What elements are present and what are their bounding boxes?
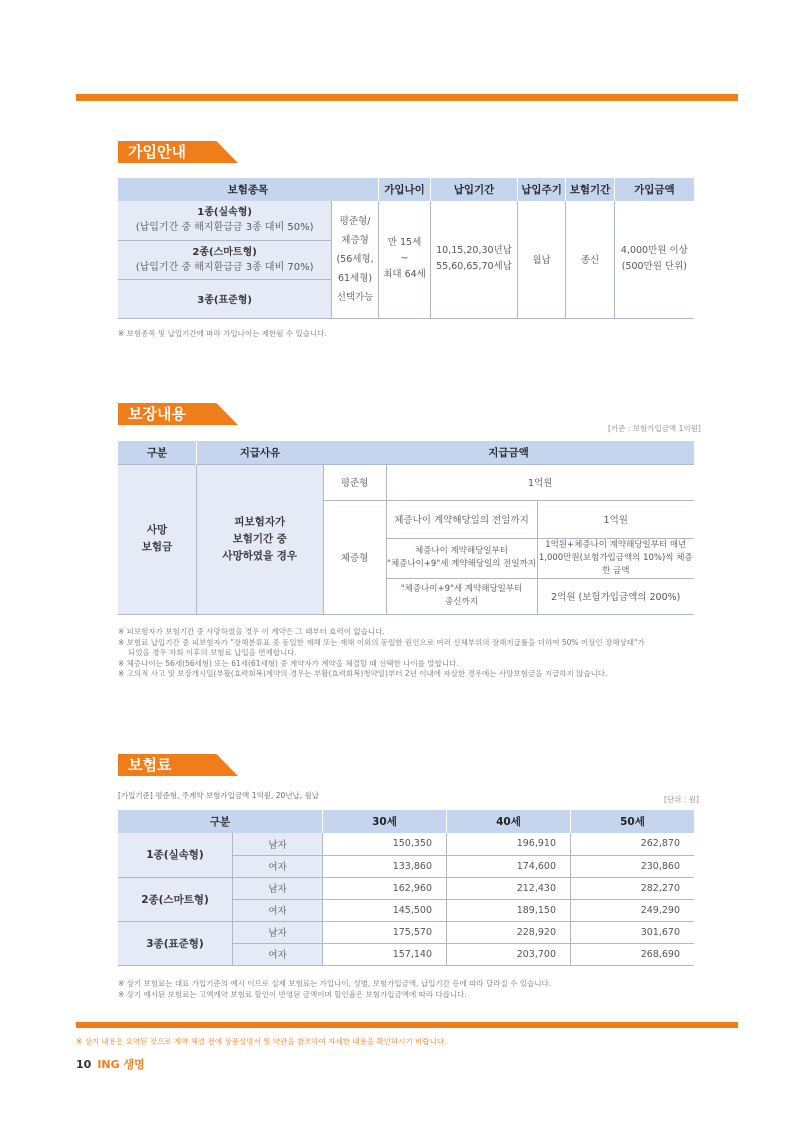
premium-cell: 175,570 — [323, 921, 447, 943]
footer-note: ※ 상기 내용은 요약된 것으로 계약 체결 전에 상품설명서 및 약관을 참조하여 자세한 내용을 확인하시기 바랍니다. — [76, 1037, 447, 1046]
age-cell: 만 15세 ~ 최대 64세 — [378, 201, 430, 318]
premium-cell: 301,670 — [571, 921, 695, 943]
col-header: 납입주기 — [517, 178, 565, 201]
bottom-accent-bar — [76, 1022, 738, 1028]
reason-cell: 피보험자가 보험기간 중 사망하였을 경우 — [197, 464, 324, 614]
premium-cell: 212,430 — [447, 877, 571, 899]
amount-cell: 4,000만원 이상 (500만원 단위) — [614, 201, 694, 318]
section-title-enrollment: 가입안내 — [118, 141, 218, 163]
incr-cond-cell: "체증나이+9"세 계약해당일부터 종신까지 — [386, 578, 537, 614]
section-title-coverage: 보장내용 — [118, 403, 218, 425]
type-cell: 평준형/ 체증형 (56세형, 61세형) 선택가능 — [332, 201, 379, 318]
premium-cell: 249,290 — [571, 899, 695, 921]
product-cell: 2종(스마트형) (납입기간 중 해지환급금 3종 대비 70%) — [118, 240, 332, 279]
product-cell: 3종(표준형) — [118, 921, 233, 965]
col-header: 납입기간 — [431, 178, 518, 201]
premium-unit: [단위 : 원] — [664, 795, 699, 804]
ins-period-cell: 종신 — [566, 201, 614, 318]
incr-amount-cell: 1억원 — [537, 500, 694, 538]
col-header: 40세 — [447, 810, 571, 833]
premium-cell: 268,690 — [571, 943, 695, 965]
pay-period-cell: 10,15,20,30년납 55,60,65,70세납 — [431, 201, 518, 318]
level-amount-cell: 1억원 — [386, 464, 694, 500]
col-header: 보험기간 — [566, 178, 614, 201]
section-title-premium: 보험료 — [118, 754, 218, 776]
premium-cell: 145,500 — [323, 899, 447, 921]
enrollment-table — [118, 178, 694, 319]
premium-cell: 228,920 — [447, 921, 571, 943]
sex-cell: 여자 — [233, 855, 323, 877]
premium-table — [118, 810, 694, 966]
top-accent-bar — [76, 94, 738, 101]
premium-cell: 174,600 — [447, 855, 571, 877]
col-header: 50세 — [571, 810, 695, 833]
coverage-notes: ※ 피보험자가 보험기간 중 사망하였을 경우 이 계약은 그 때부터 효력이 없습니다. ※ 보험료 납입기간 중 피보험자가 "장해분류표 중 동일한 재해 또는 재해 이외의 동일한 원인으로 여러 신체부위의 장해지급률을 더하여 50% 이상인 장해상태"가 되었을 경우 차회 이후의 보험료 납입을 면제합니다. ※ 체증나이는 56세(56세형) 또는 61세(61세형) 중 계약자가 계약을 체결할 때 선택한 나이를 말합니다. ※ 고의적 사고 및 보장개시일(부활(효력회복)계약의 경우는 부활(효력회복)청약일)부터 2년 이내에 자살한 경우에는 사망보험금을 지급하지 않습니다. — [118, 627, 645, 678]
premium-cell: 282,270 — [571, 877, 695, 899]
page-number: 10 ING 생명 — [76, 1058, 145, 1071]
incr-amount-cell: 1억원+체증나이 계약해당일부터 매년 1,000만원(보험가입금액의 10%)씩 체증한 금액 — [537, 538, 694, 578]
sex-cell: 여자 — [233, 943, 323, 965]
pay-cycle-cell: 월납 — [517, 201, 565, 318]
premium-cell: 150,350 — [323, 833, 447, 855]
premium-cell: 196,910 — [447, 833, 571, 855]
level-type-cell: 평준형 — [323, 464, 386, 500]
col-header: 가입금액 — [614, 178, 694, 201]
incr-cond-cell: 체증나이 계약해당일의 전일까지 — [386, 500, 537, 538]
product-cell: 1종(실속형) (납입기간 중 해지환급금 3종 대비 50%) — [118, 201, 332, 240]
col-header: 보험종목 — [118, 178, 378, 201]
premium-cell: 162,960 — [323, 877, 447, 899]
premium-cell: 157,140 — [323, 943, 447, 965]
col-header: 가입나이 — [378, 178, 430, 201]
premium-cell: 262,870 — [571, 833, 695, 855]
premium-notes: ※ 상기 보험료는 대표 가입기준의 예시 이므로 실제 보험료는 가입나이, 성별, 보험가입금액, 납입기간 등에 따라 달라질 수 있습니다. ※ 상기 예시된 보험료는 고액계약 보험료 할인이 반영된 금액이며 할인율은 보험가입금액에 따라 다릅니다. — [118, 979, 552, 999]
brand-logo-text: ING 생명 — [97, 1058, 145, 1071]
coverage-basis: [기준 : 보험가입금액 1억원] — [608, 424, 701, 433]
col-header: 30세 — [323, 810, 447, 833]
incr-type-cell: 체증형 — [323, 500, 386, 614]
col-header: 구분 — [118, 441, 197, 464]
product-cell: 3종(표준형) — [118, 279, 332, 318]
category-cell: 사망 보험금 — [118, 464, 197, 614]
premium-basis: [가입기준] 평준형, 주계약 보험가입금액 1억원, 20년납, 월납 — [118, 791, 320, 800]
col-header: 지급금액 — [323, 441, 694, 464]
premium-cell: 189,150 — [447, 899, 571, 921]
incr-amount-cell: 2억원 (보험가입금액의 200%) — [537, 578, 694, 614]
coverage-table — [118, 441, 694, 615]
premium-cell: 133,860 — [323, 855, 447, 877]
premium-cell: 230,860 — [571, 855, 695, 877]
enrollment-note: ※ 보험종목 및 납입기간에 따라 가입나이는 제한될 수 있습니다. — [118, 329, 327, 338]
sex-cell: 여자 — [233, 899, 323, 921]
product-cell: 1종(실속형) — [118, 833, 233, 877]
sex-cell: 남자 — [233, 921, 323, 943]
premium-cell: 203,700 — [447, 943, 571, 965]
col-header: 구분 — [118, 810, 323, 833]
product-cell: 2종(스마트형) — [118, 877, 233, 921]
sex-cell: 남자 — [233, 877, 323, 899]
incr-cond-cell: 체증나이 계약해당일부터 "체증나이+9"세 계약해당일의 전일까지 — [386, 538, 537, 578]
col-header: 지급사유 — [197, 441, 324, 464]
sex-cell: 남자 — [233, 833, 323, 855]
